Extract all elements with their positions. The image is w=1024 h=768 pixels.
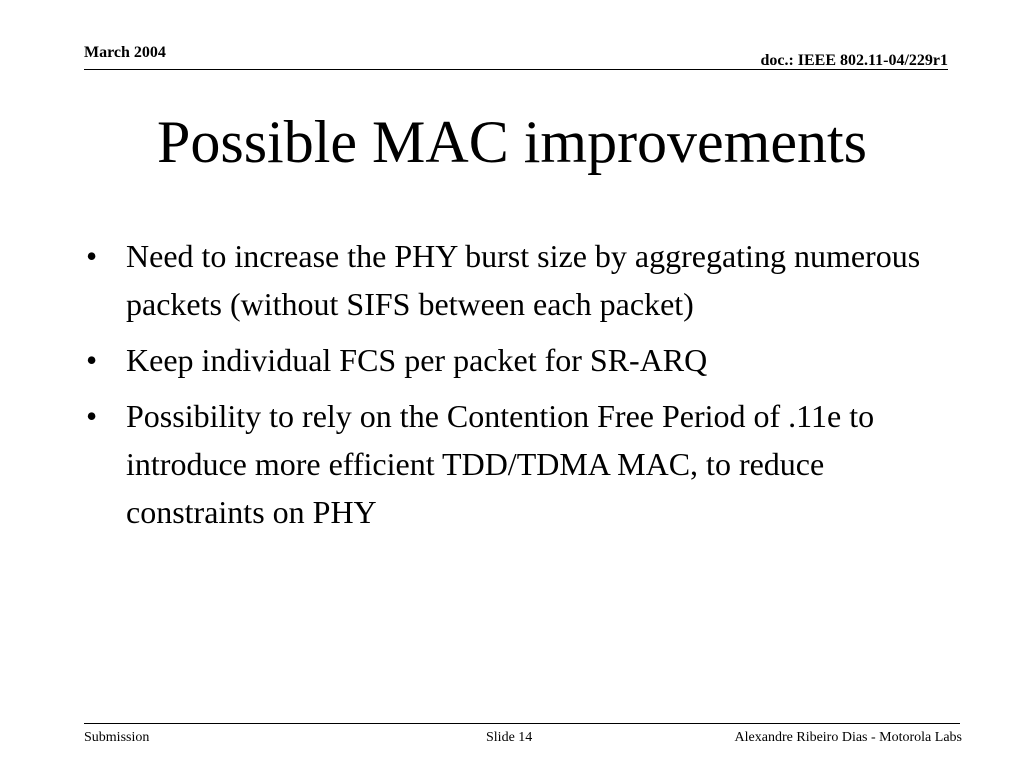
slide-title: Possible MAC improvements <box>156 109 867 175</box>
bullet-item <box>84 392 944 536</box>
bullet-icon: • <box>86 238 98 274</box>
header-doc-id: doc.: IEEE 802.11-04/229r1 <box>760 52 948 69</box>
header-divider <box>84 69 948 70</box>
bullet-list <box>84 232 944 544</box>
bullet-text: Possibility to rely on the Contention Free Period of .11e to introduce more efficient TDD/TDMA MAC, to reduce constraints on PHY <box>126 398 875 530</box>
footer-author: Alexandre Ribeiro Dias - Motorola Labs <box>734 730 962 745</box>
bullet-item <box>84 336 944 384</box>
header-date: March 2004 <box>84 44 166 61</box>
footer-slide-number: Slide 14 <box>486 730 533 745</box>
bullet-text: Need to increase the PHY burst size by aggregating numerous packets (without SIFS between each packet) <box>126 238 921 322</box>
bullet-item <box>84 232 944 328</box>
bullet-text: Keep individual FCS per packet for SR-ARQ <box>126 342 708 378</box>
bullet-icon: • <box>86 398 98 434</box>
footer-divider <box>84 723 960 724</box>
bullet-icon: • <box>86 342 98 378</box>
footer-submission: Submission <box>84 730 150 745</box>
